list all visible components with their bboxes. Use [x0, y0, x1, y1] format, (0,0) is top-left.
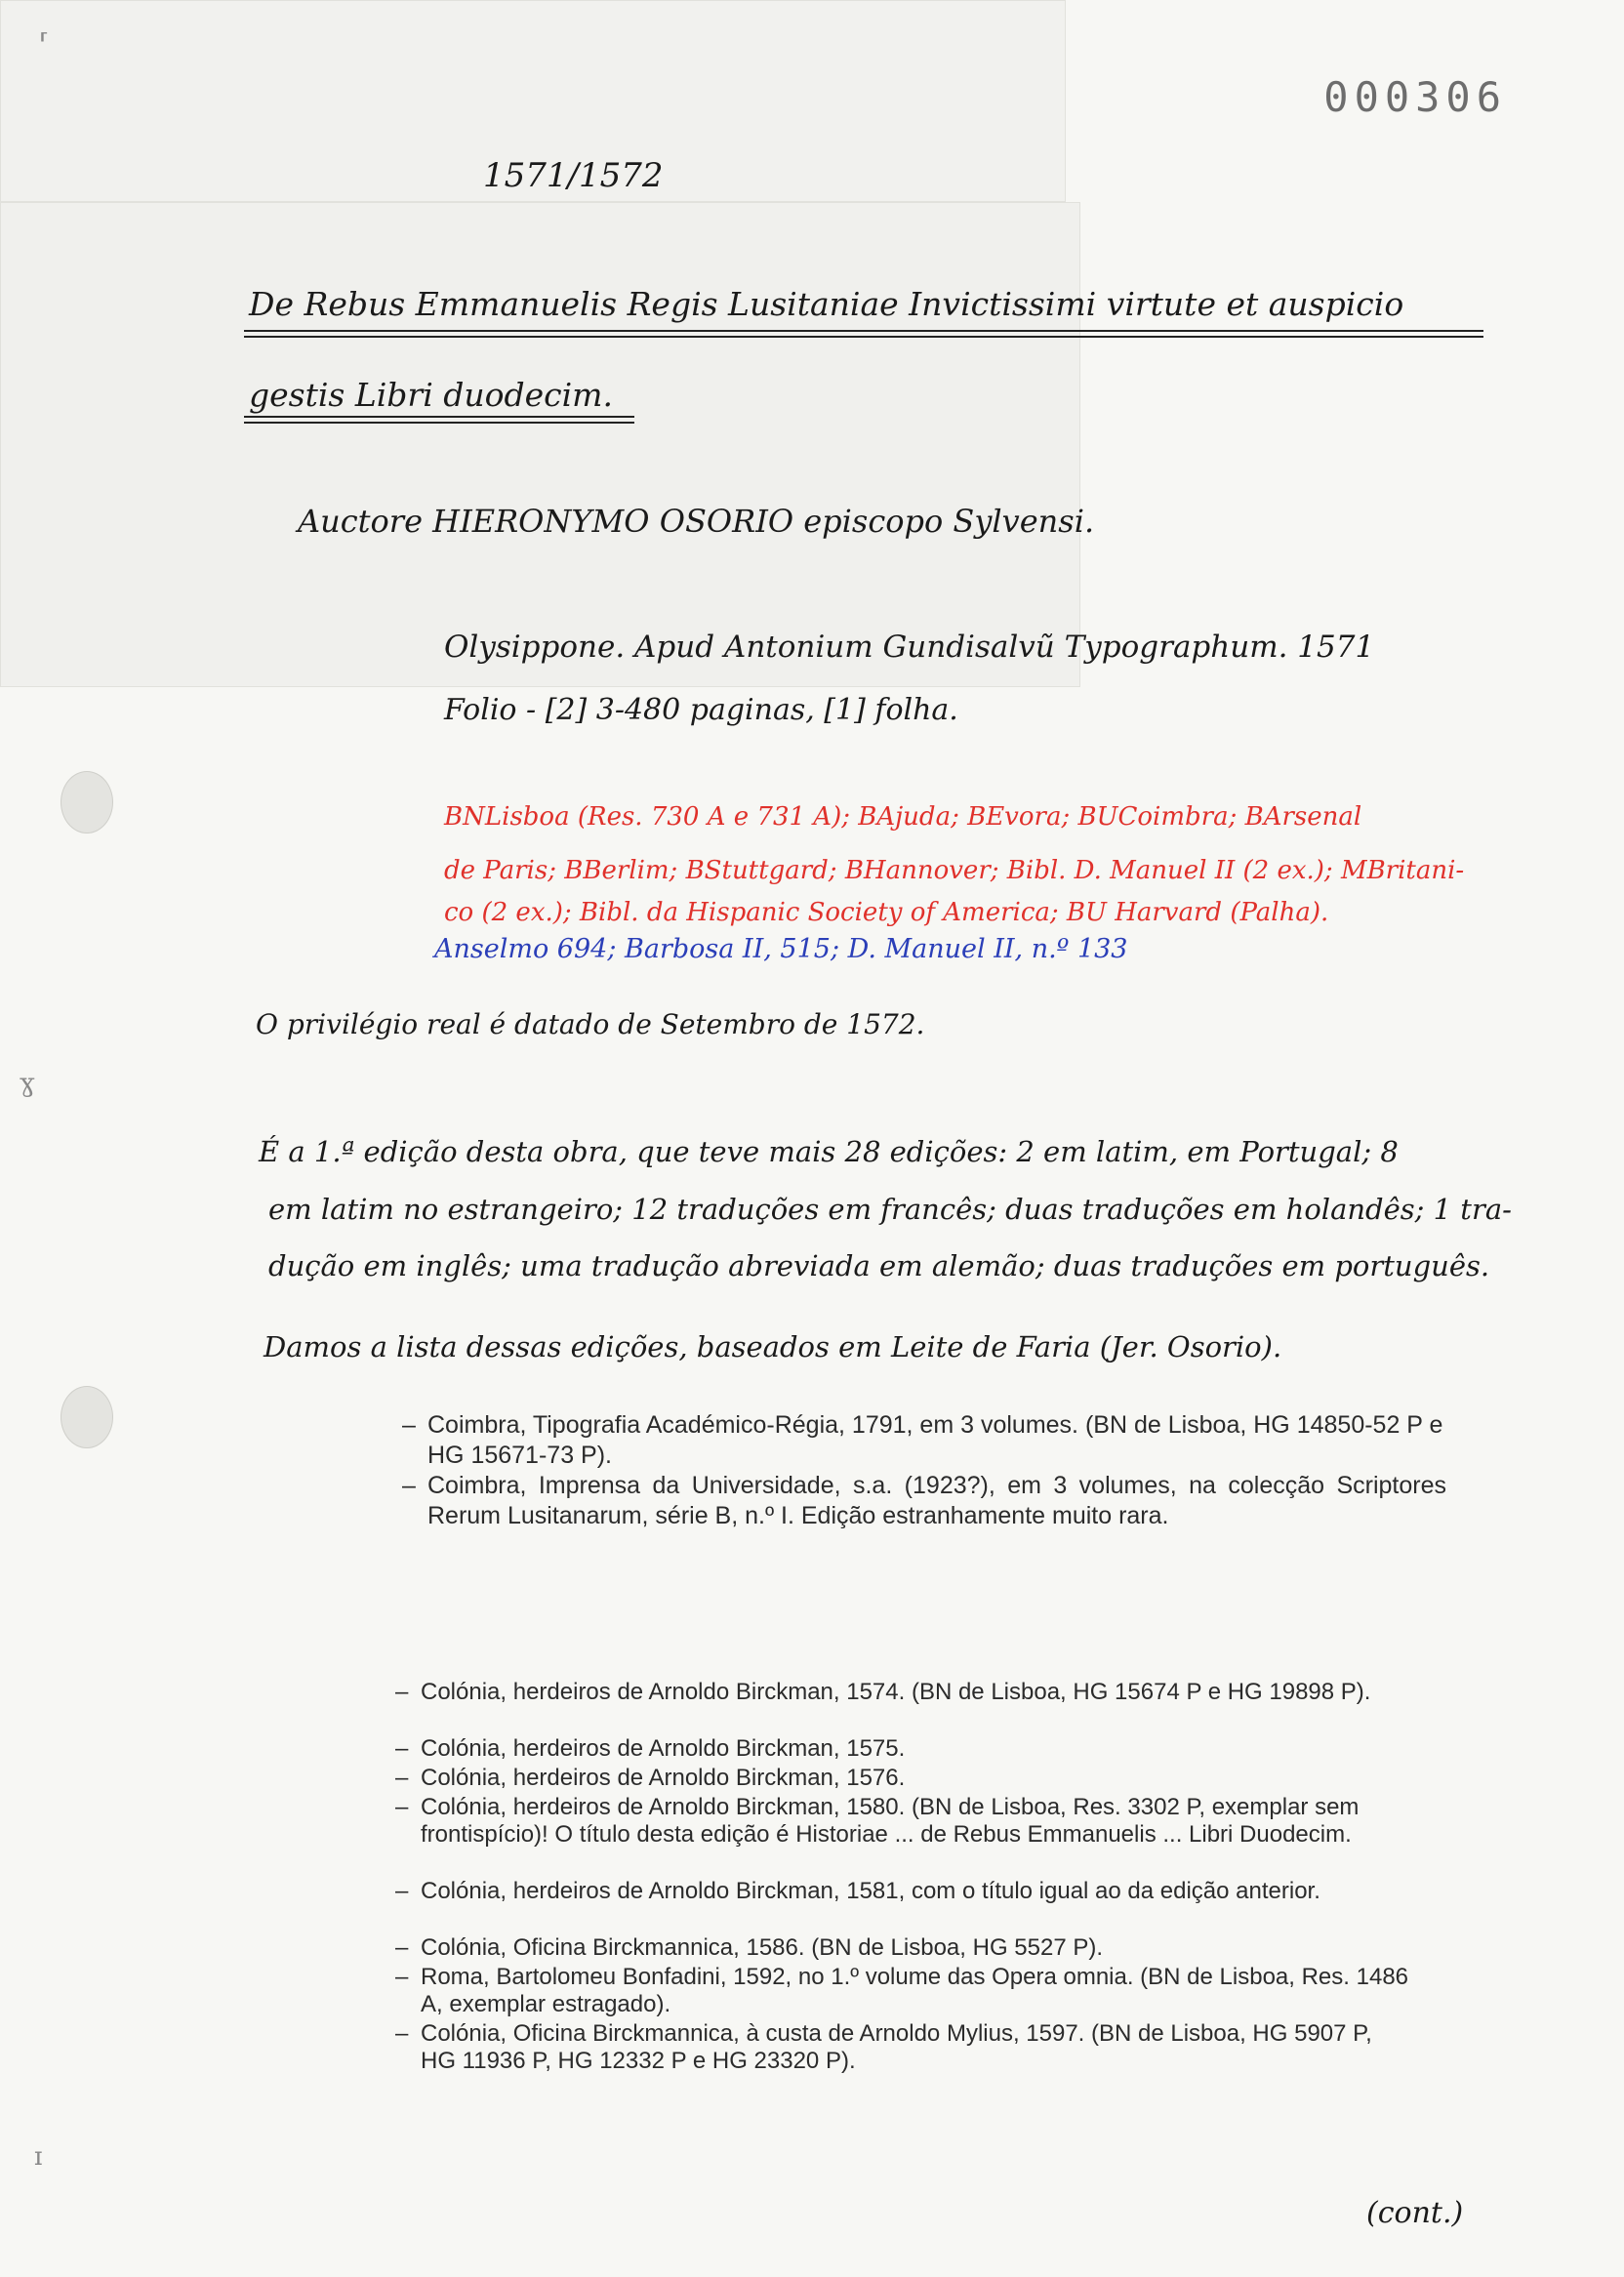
- list-item: – Colónia, herdeiros de Arnoldo Birckman, 1575.: [395, 1735, 906, 1762]
- edition-line-1: É a 1.ª edição desta obra, que teve mais 28 edições: 2 em latim, em Portugal; 8: [259, 1135, 1399, 1168]
- edition-line-3: dução em inglês; uma tradução abreviada em alemão; duas traduções em português.: [268, 1249, 1490, 1282]
- list-item: – Coimbra, Tipografia Académico-Régia, 1791, em 3 volumes. (BN de Lisboa, HG 14850-52 P e HG 15671-73 P).: [402, 1411, 1443, 1469]
- date-range: 1571/1572: [483, 156, 664, 195]
- title-underline: [244, 416, 634, 418]
- imprint-line: Olysippone. Apud Antonium Gundisalvũ Typographum. 1571: [444, 630, 1375, 665]
- continued-note: (cont.): [1366, 2196, 1464, 2230]
- title-line-1: De Rebus Emmanuelis Regis Lusitaniae Invictissimi virtute et auspicio: [249, 285, 1404, 323]
- holdings-line-3: co (2 ex.); Bibl. da Hispanic Society of America; BU Harvard (Palha).: [444, 898, 1329, 927]
- title-underline: [244, 336, 1483, 338]
- list-item: – Coimbra, Imprensa da Universidade, s.a. (1923?), em 3 volumes, na colecção Scriptores Rerum Lusitanarum, série B, n.º I. Edição estranhamente muito rara.: [402, 1472, 1446, 1529]
- holdings-line-2: de Paris; BBerlim; BStuttgard; BHannover; Bibl. D. Manuel II (2 ex.); MBritani-: [444, 856, 1465, 885]
- punch-hole: [61, 1386, 113, 1448]
- title-underline: [244, 422, 634, 424]
- list-item: – Colónia, Oficina Birckmannica, 1586. (BN de Lisboa, HG 5527 P).: [395, 1934, 1104, 1961]
- list-item: – Colónia, herdeiros de Arnoldo Birckman, 1576.: [395, 1765, 906, 1791]
- list-item: – Colónia, herdeiros de Arnoldo Birckman, 1580. (BN de Lisboa, Res. 3302 P, exemplar sem frontispício)! O título desta edição é Historiae ... de Rebus Emmanuelis ... Libri Duodecim.: [395, 1794, 1360, 1848]
- pasted-slip-2: [0, 202, 1080, 687]
- title-underline: [244, 330, 1483, 332]
- holdings-line-1: BNLisboa (Res. 730 A e 731 A); BAjuda; BEvora; BUCoimbra; BArsenal: [444, 802, 1362, 832]
- edge-mark: ɪ: [34, 2142, 43, 2172]
- list-item: – Colónia, herdeiros de Arnoldo Birckman, 1581, com o título igual ao da edição anterior.: [395, 1878, 1320, 1904]
- edge-mark: ⸢: [39, 29, 50, 59]
- list-item: – Colónia, herdeiros de Arnoldo Birckman, 1574. (BN de Lisboa, HG 15674 P e HG 19898 P).: [395, 1679, 1371, 1705]
- list-intro: Damos a lista dessas edições, baseados em Leite de Faria (Jer. Osorio).: [264, 1330, 1282, 1363]
- slip-2-entries: [395, 1679, 1410, 2077]
- list-item: – Colónia, Oficina Birckmannica, à custa de Arnoldo Mylius, 1597. (BN de Lisboa, HG 5907 P, HG 11936 P, HG 12332 P e HG 23320 P).: [395, 2020, 1372, 2074]
- stamp-number: 000306: [1323, 73, 1507, 121]
- privilege-line: O privilégio real é datado de Setembro de 1572.: [256, 1008, 925, 1040]
- title-line-2: gestis Libri duodecim.: [249, 376, 613, 414]
- edge-mark: ɣ: [20, 1069, 35, 1098]
- references-line: Anselmo 694; Barbosa II, 515; D. Manuel II, n.º 133: [434, 934, 1128, 964]
- edition-line-2: em latim no estrangeiro; 12 traduções em francês; duas traduções em holandês; 1 tra-: [268, 1193, 1512, 1226]
- punch-hole: [61, 771, 113, 834]
- list-item: – Roma, Bartolomeu Bonfadini, 1592, no 1.º volume das Opera omnia. (BN de Lisboa, Res. 1486 A, exemplar estragado).: [395, 1964, 1409, 2017]
- author-line: Auctore HIERONYMO OSORIO episcopo Sylvensi.: [298, 503, 1095, 540]
- slip-1-entries: [402, 1410, 1446, 1562]
- format-line: Folio - [2] 3-480 paginas, [1] folha.: [444, 693, 958, 727]
